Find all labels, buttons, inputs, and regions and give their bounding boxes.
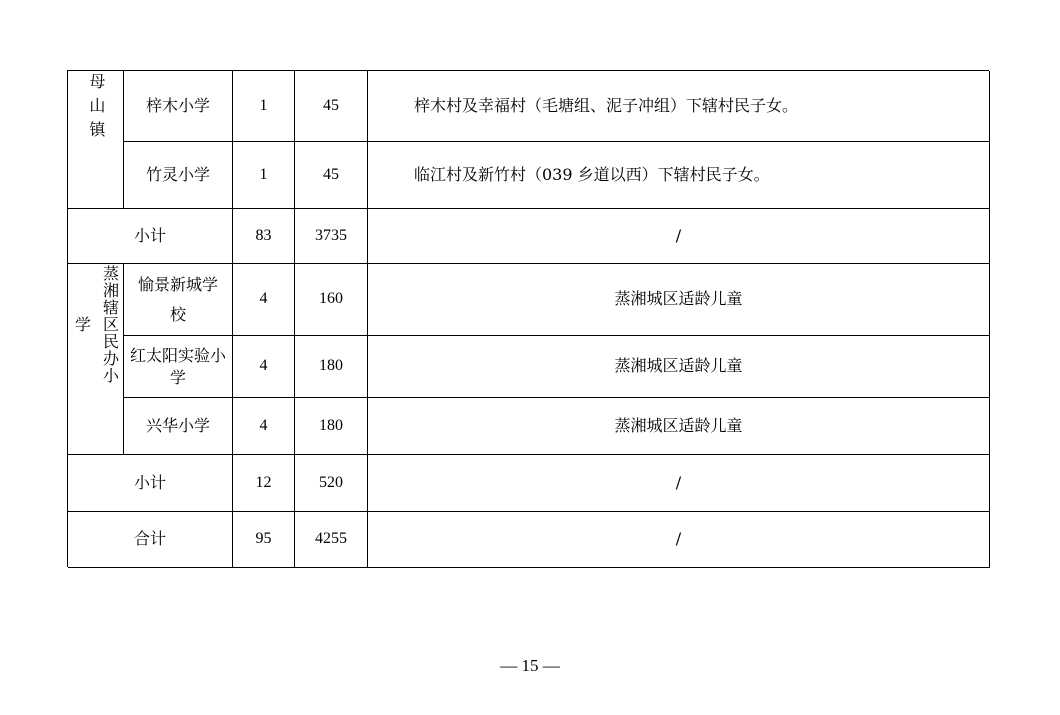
class-count: 1 [259, 96, 268, 114]
student-count: 160 [319, 290, 343, 308]
private-main-label: 民办小学 [72, 315, 120, 384]
school-name: 红太阳实验小学 [130, 345, 227, 387]
school-name-cell [124, 264, 233, 336]
subtotal-students-cell [295, 209, 368, 264]
school-name: 竹灵小学 [145, 164, 210, 184]
school-name: 兴华小学 [145, 415, 210, 435]
subtotal-range: / [675, 472, 682, 492]
student-count: 45 [323, 165, 339, 183]
school-name-cell [124, 142, 233, 209]
private-group-label-cell [68, 264, 124, 455]
enrollment-range: 蒸湘城区适龄儿童 [614, 415, 743, 435]
private-group-label [68, 264, 124, 384]
student-count: 180 [319, 357, 343, 375]
school-name-cell [124, 336, 233, 398]
enrollment-range-cell [368, 142, 990, 209]
school-name-cell [124, 71, 233, 142]
subtotal-range-cell [368, 209, 990, 264]
total-classes: 95 [255, 530, 272, 548]
subtotal-range-cell [368, 455, 990, 512]
school-name: 愉景新城学校 [137, 274, 218, 324]
subtotal-label-cell [68, 209, 233, 264]
class-count-cell [233, 142, 295, 209]
class-count: 4 [259, 357, 268, 375]
enrollment-range: 蒸湘城区适龄儿童 [614, 356, 743, 376]
class-count: 4 [259, 290, 268, 308]
enrollment-range: 梓木村及幸福村（毛塘组、泥子冲组）下辖村民子女。 [414, 95, 799, 115]
enrollment-range-cell [368, 336, 990, 398]
subtotal-range: / [675, 225, 682, 245]
student-count-cell [295, 142, 368, 209]
total-students: 4255 [315, 530, 347, 548]
town-label: 母山镇 [86, 73, 106, 145]
class-count-cell [233, 264, 295, 336]
class-count-cell [233, 336, 295, 398]
student-count: 45 [323, 96, 339, 114]
private-sub-label: 蒸湘辖区 [100, 264, 120, 333]
school-name-cell [124, 398, 233, 455]
enrollment-range-cell [368, 264, 990, 336]
school-name: 梓木小学 [145, 95, 210, 115]
enrollment-table [67, 70, 989, 567]
total-range: / [675, 529, 682, 549]
subtotal-label: 小计 [133, 472, 166, 492]
subtotal-students-cell [295, 455, 368, 512]
total-classes-cell [233, 512, 295, 568]
student-count-cell [295, 336, 368, 398]
student-count-cell [295, 264, 368, 336]
subtotal-label-cell [68, 455, 233, 512]
class-count-cell [233, 398, 295, 455]
subtotal-classes-cell [233, 209, 295, 264]
student-count: 180 [319, 416, 343, 434]
total-label: 合计 [133, 529, 166, 549]
class-count: 4 [259, 416, 268, 434]
enrollment-range: 临江村及新竹村（039 乡道以西）下辖村民子女。 [414, 164, 770, 184]
enrollment-range-cell [368, 71, 990, 142]
enrollment-range-cell [368, 398, 990, 455]
class-count-cell [233, 71, 295, 142]
subtotal-label: 小计 [133, 225, 166, 245]
total-range-cell [368, 512, 990, 568]
total-students-cell [295, 512, 368, 568]
enrollment-range: 蒸湘城区适龄儿童 [614, 289, 743, 309]
subtotal-classes: 12 [255, 473, 272, 491]
subtotal-students: 3735 [315, 226, 347, 244]
subtotal-classes: 83 [255, 226, 272, 244]
subtotal-students: 520 [319, 473, 343, 491]
page-number: — 15 — [500, 656, 560, 675]
student-count-cell [295, 398, 368, 455]
subtotal-classes-cell [233, 455, 295, 512]
total-label-cell [68, 512, 233, 568]
class-count: 1 [259, 165, 268, 183]
student-count-cell [295, 71, 368, 142]
town-label-cell [68, 71, 124, 209]
